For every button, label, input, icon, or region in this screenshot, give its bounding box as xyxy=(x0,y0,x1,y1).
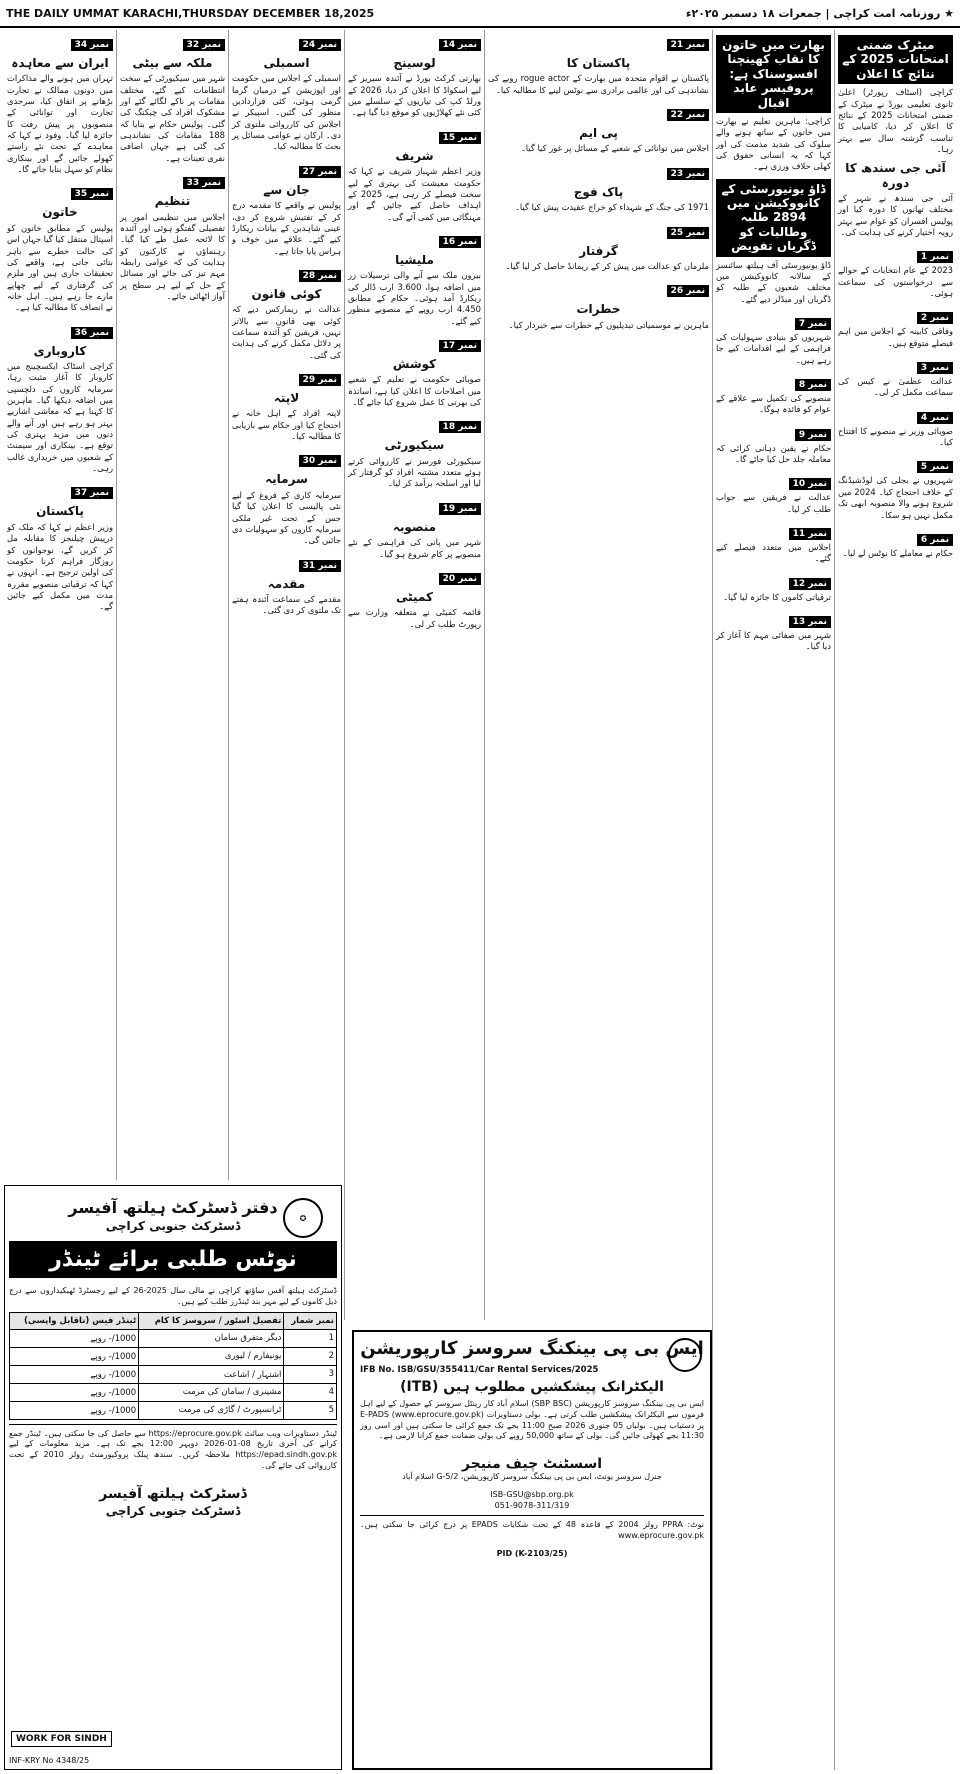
tender-terms: ٹینڈر دستاویزات ویب سائٹ https://eprocure.gov.pk سے حاصل کی جا سکتی ہیں۔ ٹینڈر جمع کرانے کی آخری تاریخ 08-01-2026 دوپہر 12:00 بجے تک ہے۔ مزید معلومات کے لیے https://epad.sindh.gov.pk ملاحظہ کریں۔ سندھ پبلک پروکیورمنٹ رولز 2010 کے تحت کارروائی کی جائے گی۔ xyxy=(9,1428,338,1470)
story-body: وزیر اعظم شہباز شریف نے کہا کہ حکومت معیشت کی بہتری کے لیے سخت فیصلے کر رہی ہے، 2025 کے اہداف حاصل کیے جائیں گے اور مہنگائی میں کمی آئے گی۔ xyxy=(348,166,481,222)
work-for-sindh-logo: WORK FOR SINDH xyxy=(11,1731,112,1747)
story xyxy=(716,521,831,565)
story xyxy=(716,372,831,416)
column-3 xyxy=(228,30,344,1180)
story-jump-label: نمبر 27 xyxy=(299,166,341,178)
tender-header-serial: نمبر شمار xyxy=(284,1312,337,1329)
story-headline: کوشش xyxy=(392,356,437,371)
story xyxy=(716,571,831,603)
column-1 xyxy=(4,30,116,1180)
table-cell: 4 xyxy=(284,1383,337,1401)
column-4 xyxy=(344,30,484,1320)
story xyxy=(348,333,481,408)
story-body: مقدمے کی سماعت آئندہ ہفتے تک ملتوی کر دی گئی۔ xyxy=(232,593,341,616)
story-body: شہریوں نے بجلی کی لوڈشیڈنگ کے خلاف احتجاج کیا۔ 2024 میں شروع ہونے والا منصوبہ ابھی تک مکمل نہیں ہو سکا۔ xyxy=(838,475,953,520)
story xyxy=(838,527,953,559)
story-headline: لاپتہ xyxy=(273,391,300,406)
story xyxy=(232,367,341,442)
sbp-email: ISB-GSU@sbp.org.pk xyxy=(490,1489,574,1499)
table-row xyxy=(10,1401,337,1419)
table-row xyxy=(10,1365,337,1383)
story-jump-label: نمبر 7 xyxy=(795,318,831,330)
sbp-phone: 051-9078-311/319 xyxy=(494,1501,570,1511)
story-jump-label: نمبر 24 xyxy=(299,39,341,51)
story-body: پاکستان نے اقوام متحدہ میں بھارت کے rogue actor رویے کی نشاندہی کی اور عالمی برادری سے نوٹس لینے کا مطالبہ کیا۔ xyxy=(488,73,710,95)
story xyxy=(716,422,831,466)
story-jump-label: نمبر 30 xyxy=(299,455,341,467)
tender-office-name: دفتر ڈسٹرکٹ ہیلتھ آفیسر xyxy=(68,1198,278,1217)
story xyxy=(348,125,481,223)
story-headline: گرفتار xyxy=(579,243,618,258)
story-body: کراچی: ماہرین تعلیم نے بھارت میں خاتون کے ساتھ ہونے والے سلوک کی شدید مذمت کی اور کہا کہ یہ انسانی حقوق کی کھلی خلاف ورزی ہے۔ xyxy=(716,115,831,172)
story-jump-label: نمبر 33 xyxy=(183,177,225,189)
story xyxy=(232,448,341,546)
masthead-english-date: THE DAILY UMMAT KARACHI,THURSDAY DECEMBER 18,2025 xyxy=(6,6,375,20)
tender-table xyxy=(9,1312,337,1420)
table-cell: 1000/- روپے xyxy=(10,1347,139,1365)
story-jump-label: نمبر 1 xyxy=(917,251,953,263)
story-body: تہران میں ہونے والے مذاکرات میں دونوں ممالک نے تجارت بڑھانے پر اتفاق کیا، سرحدی تجارت اور توانائی کے منصوبوں پر پیش رفت کا جائزہ لیا گیا۔ وفود نے کہا کہ معاہدے کے تحت نئے راستے کھولے جائیں گے اور بینکاری نظام کو سہل بنایا جائے گا۔ xyxy=(7,73,113,175)
table-cell: 1000/- روپے xyxy=(10,1365,139,1383)
story-jump-label: نمبر 3 xyxy=(917,362,953,374)
story xyxy=(232,263,341,361)
story-headline: منصوبہ xyxy=(392,519,437,534)
story-headline: جان سے xyxy=(263,182,310,197)
story-headline: آئی جی سندھ کا دورہ xyxy=(845,161,946,190)
story xyxy=(232,32,341,153)
story-headline: پی ایم xyxy=(579,126,618,141)
story xyxy=(488,102,709,155)
story-headline: خاتون xyxy=(42,205,78,220)
table-cell: 1000/- روپے xyxy=(10,1329,139,1347)
story xyxy=(838,405,953,449)
story-body: اسمبلی کے اجلاس میں حکومت اور اپوزیشن کے درمیان گرما گرمی ہوئی، کئی قراردادیں منظور کی گئیں۔ اسپیکر نے اجلاس کی کارروائی ملتوی کر دی۔ ارکان نے عوامی مسائل پر بحث کا مطالبہ کیا۔ xyxy=(232,73,341,152)
story-body: اجلاس میں متعدد فیصلے کیے گئے۔ xyxy=(716,542,831,564)
masthead-urdu-date: ★ روزنامہ امت کراچی | جمعرات ۱۸ دسمبر ۲۰۲۵ء xyxy=(685,6,954,20)
story xyxy=(120,170,225,302)
sbp-title: ایس بی پی بینکنگ سروسز کارپوریشن xyxy=(360,1338,704,1359)
story-body: شہر میں صفائی مہم کا آغاز کر دیا گیا۔ xyxy=(716,630,831,652)
tender-title: نوٹس طلبی برائے ٹینڈر xyxy=(9,1241,337,1278)
story-jump-label: نمبر 37 xyxy=(71,487,113,499)
story-body: وفاقی کابینہ کے اجلاس میں اہم فیصلے متوقع ہیں۔ xyxy=(838,326,953,348)
story-headline: پاکستان xyxy=(36,504,84,519)
story-jump-label: نمبر 2 xyxy=(917,312,953,324)
story-jump-label: نمبر 6 xyxy=(917,534,953,546)
story-jump-label: نمبر 10 xyxy=(789,478,831,490)
story xyxy=(232,159,341,257)
sbp-bsc-tender-ad xyxy=(352,1330,712,1770)
tender-signature-title: ڈسٹرکٹ ہیلتھ آفیسر xyxy=(99,1485,247,1502)
story-body: عدالت عظمیٰ نے کیس کی سماعت مکمل کر لی۔ xyxy=(838,376,953,398)
story xyxy=(838,305,953,349)
story-jump-label: نمبر 5 xyxy=(917,461,953,473)
table-cell: دیگر متفرق سامان xyxy=(139,1329,284,1347)
story-headline: تنظیم xyxy=(154,194,191,209)
tender-inf-number: INF-KRY No 4348/25 xyxy=(9,1756,90,1765)
story-body: عدالت نے ریمارکس دیے کہ کوئی بھی قانون سے بالاتر نہیں، فریقین کو آئندہ سماعت پر دلائل مکمل کرنے کی ہدایت کی گئی۔ xyxy=(232,304,341,360)
story-body: شہر میں پانی کی فراہمی کے نئے منصوبے پر کام شروع ہو گیا۔ xyxy=(348,537,481,559)
story xyxy=(838,355,953,399)
story-body: ڈاؤ یونیورسٹی آف ہیلتھ سائنسز کے سالانہ کانووکیشن میں مختلف شعبوں کے طلبہ کو ڈگریاں اور میڈلز دیے گئے۔ xyxy=(716,259,831,304)
story xyxy=(7,320,113,475)
story-jump-label: نمبر 14 xyxy=(439,39,481,51)
story-jump-label: نمبر 34 xyxy=(71,39,113,51)
sbp-body: ایس بی پی بینکنگ سروسز کارپوریشن (SBP BSC) اسلام آباد کار رینٹل سروسز کے حصول کے لیے اہل فرموں سے الیکٹرانک پیشکشیں طلب کرتی ہے۔ بولی دستاویزات E-PADS (www.eprocure.gov.pk) پر دستیاب ہیں۔ بولیاں 05 جنوری 2026 صبح 11:00 بجے تک جمع کرائی جا سکتی ہیں اور اسی روز 11:30 بجے کھولی جائیں گی۔ بولی کے ساتھ 50,000 روپے کی بولی ضمانت جمع کرانا لازمی ہے۔ xyxy=(360,1399,704,1441)
table-row xyxy=(10,1347,337,1365)
story-body: پولیس کے مطابق خاتون کو اسپتال منتقل کیا گیا جہاں اس کی حالت خطرے سے باہر بتائی جاتی ہے، واقعے کی تحقیقات جاری ہیں اور ملزم کی گرفتاری کے لیے چھاپے مارے جا رہے ہیں۔ اہل خانہ نے انصاف کا مطالبہ کیا ہے۔ xyxy=(7,222,113,313)
story xyxy=(348,414,481,489)
story xyxy=(488,278,709,331)
tender-header-description: تفصیل اسٹور / سروسز کا کام xyxy=(139,1312,284,1329)
story xyxy=(838,454,953,520)
story-jump-label: نمبر 13 xyxy=(789,616,831,628)
story-headline: بھارت میں خاتون کا نقاب کھینچنا افسوسناک ہے: پروفیسر عابد اقبال xyxy=(716,35,831,113)
story-body: بھارتی کرکٹ بورڈ نے آئندہ سیریز کے لیے اسکواڈ کا اعلان کر دیا، 2026 کے ورلڈ کپ کی تیاریوں کے سلسلے میں کئی نئے کھلاڑیوں کو موقع دیا گیا ہے۔ xyxy=(348,73,482,118)
story-body: ترقیاتی کاموں کا جائزہ لیا گیا۔ xyxy=(723,591,831,602)
table-cell: 1000/- روپے xyxy=(10,1401,139,1419)
story-jump-label: نمبر 17 xyxy=(439,340,481,352)
tender-header-fee: ٹینڈر فیس (ناقابل واپسی) xyxy=(10,1312,139,1329)
story-body: آئی جی سندھ نے شہر کے مختلف تھانوں کا دورہ کیا اور پولیس افسران کو عوام سے بہتر رویہ اختیار کرنے کی ہدایت کی۔ xyxy=(838,193,953,238)
story-headline: ملیشیا xyxy=(395,252,434,267)
story-headline: ایران سے معاہدہ xyxy=(11,56,109,70)
table-cell: اشتہار / اشاعت xyxy=(139,1365,284,1383)
table-cell: 1000/- روپے xyxy=(10,1383,139,1401)
story-body: کراچی اسٹاک ایکسچینج میں کاروبار کا آغاز مثبت رہا، سرمایہ کاروں کی دلچسپی میں اضافہ دیکھا گیا۔ ماہرین کا کہنا ہے کہ معاشی اشاریے بہتر ہو رہے ہیں اور آنے والے دنوں میں مزید بہتری کی توقع ہے۔ بینکاری اور سیمنٹ کے شعبوں میں خریداری غالب رہی۔ xyxy=(7,361,113,474)
story-jump-label: نمبر 4 xyxy=(917,412,953,424)
story-jump-label: نمبر 21 xyxy=(667,39,709,51)
story-headline: شریف xyxy=(395,148,434,163)
story-headline: میٹرک ضمنی امتحانات 2025 کے نتائج کا اعلان xyxy=(838,35,953,84)
story-jump-label: نمبر 36 xyxy=(71,327,113,339)
story-jump-label: نمبر 19 xyxy=(439,503,481,515)
story-body: سرمایہ کاری کے فروغ کے لیے نئی پالیسی کا اعلان کیا گیا جس کے تحت غیر ملکی سرمایہ کاروں کو سہولیات دی جائیں گی۔ xyxy=(232,489,341,546)
story-body: پولیس نے واقعے کا مقدمہ درج کر کے تفتیش شروع کر دی، عینی شاہدین کے بیانات ریکارڈ کیے گئے۔ علاقے میں خوف و ہراس پایا جاتا ہے۔ xyxy=(232,200,341,256)
story xyxy=(120,32,225,164)
sbp-ifb-number: IFB No. ISB/GSU/355411/Car Rental Services/2025 xyxy=(360,1365,599,1375)
tender-office-district: ڈسٹرکٹ جنوبی کراچی xyxy=(105,1219,241,1233)
sbp-address: جنرل سروسز یونٹ، ایس بی پی بینکنگ سروسز کارپوریشن، G-5/2 اسلام آباد xyxy=(402,1472,662,1482)
story-headline: مقدمہ xyxy=(267,576,306,591)
story xyxy=(838,161,953,238)
story xyxy=(7,181,113,313)
sbp-note: نوٹ: PPRA رولز 2004 کے قاعدہ 48 کے تحت شکایات EPADS پر درج کرائی جا سکتی ہیں۔ www.eprocure.gov.pk xyxy=(360,1520,704,1541)
story-body: قائمہ کمیٹی نے متعلقہ وزارت سے رپورٹ طلب کر لی۔ xyxy=(348,607,481,629)
story-body: شہر میں سیکیورٹی کے سخت انتظامات کیے گئے، مختلف مقامات پر ناکے لگائے گئے اور مشکوک افراد کی چیکنگ کی گئی۔ پولیس حکام نے بتایا کہ 188 مقامات کی نشاندہی کی گئی ہے جہاں اضافی نفری تعینات ہے۔ xyxy=(120,73,225,163)
story xyxy=(488,220,709,273)
sbp-itb-heading: الیکٹرانک پیشکشیں مطلوب ہیں (ITB) xyxy=(400,1379,664,1395)
story xyxy=(348,496,481,560)
story-body: بیرون ملک سے آنے والی ترسیلات زر میں اضافہ ہوا، 3.600 ارب ڈالر کی ریکارڈ آمد ہوئی۔ حکام کے مطابق 4.450 ارب روپے کے منصوبے منظور کیے گئے۔ xyxy=(348,270,481,326)
story-headline: پاک فوج xyxy=(573,184,624,199)
story-headline: سرمایہ xyxy=(265,472,308,487)
story-jump-label: نمبر 15 xyxy=(439,132,481,144)
newspaper-page xyxy=(4,30,956,1770)
story-headline: اسمبلی xyxy=(263,56,310,70)
column-5 xyxy=(484,30,712,1320)
story-body: لاپتہ افراد کے اہل خانہ نے احتجاج کیا اور حکام سے بازیابی کا مطالبہ کیا۔ xyxy=(232,408,341,442)
story xyxy=(348,32,481,119)
story-body: ماہرین نے موسمیاتی تبدیلیوں کے خطرات سے خبردار کیا۔ xyxy=(508,319,709,330)
story-body: کراچی (اسٹاف رپورٹر) اعلیٰ ثانوی تعلیمی بورڈ نے میٹرک کے ضمنی امتحانات 2025 کے نتائج کا اعلان کر دیا، کامیابی کا تناسب گزشتہ سال سے بہتر رہا۔ xyxy=(838,87,953,154)
story xyxy=(838,244,953,299)
story-body: صوبائی حکومت نے تعلیم کے شعبے میں اصلاحات کا اعلان کیا ہے، اساتذہ کی بھرتی کا عمل شروع کیا جائے گا۔ xyxy=(348,374,481,408)
table-row xyxy=(10,1383,337,1401)
story xyxy=(716,609,831,653)
story-body: ملزمان کو عدالت میں پیش کر کے ریمانڈ حاصل کر لیا گیا۔ xyxy=(505,260,709,271)
story-body: اجلاس میں تنظیمی امور پر تفصیلی گفتگو ہوئی اور آئندہ کا لائحہ عمل طے کیا گیا۔ رہنماؤں نے کارکنوں کو ہدایت کی کہ عوامی رابطہ مہم تیز کی جائے اور مسائل کے حل کے لیے ہر سطح پر آواز اٹھائی جائے۔ xyxy=(120,211,225,301)
story-body: 1971 کی جنگ کے شہداء کو خراج عقیدت پیش کیا گیا۔ xyxy=(514,202,709,213)
story-headline: لوسینج xyxy=(393,56,436,70)
table-cell: 5 xyxy=(284,1401,337,1419)
story-jump-label: نمبر 18 xyxy=(439,421,481,433)
sbp-signatory: اسسٹنٹ چیف منیجر xyxy=(461,1456,603,1473)
sbp-pid: PID (K-2103/25) xyxy=(496,1548,568,1558)
story xyxy=(716,311,831,366)
story-jump-label: نمبر 32 xyxy=(183,39,225,51)
story xyxy=(488,32,709,96)
tender-signature-district: ڈسٹرکٹ جنوبی کراچی xyxy=(105,1503,241,1518)
sindh-government-seal-icon: ✪ xyxy=(283,1198,323,1238)
story-jump-label: نمبر 20 xyxy=(439,573,481,585)
story xyxy=(348,566,481,630)
story xyxy=(348,229,481,327)
story xyxy=(838,35,953,155)
story xyxy=(232,553,341,617)
story-jump-label: نمبر 16 xyxy=(439,236,481,248)
story-body: منصوبے کی تکمیل سے علاقے کے عوام کو فائدہ ہوگا۔ xyxy=(716,393,831,415)
story-headline: ڈاؤ یونیورسٹی کے کانووکیشن میں 2894 طلبہ وطالبات کو ڈگریاں تفویض xyxy=(716,179,831,257)
story-headline: خطرات xyxy=(576,302,621,317)
story-body: حکام نے یقین دہانی کرائی کہ معاملہ جلد حل کیا جائے گا۔ xyxy=(716,442,831,465)
column-6 xyxy=(712,30,834,1770)
table-row xyxy=(10,1329,337,1347)
story-jump-label: نمبر 26 xyxy=(667,285,709,297)
story-headline: سیکیورٹی xyxy=(384,438,445,453)
story-body: حکام نے معاملے کا نوٹس لے لیا۔ xyxy=(842,547,953,558)
story-body: 2023 کے عام انتخابات کے حوالے سے درخواستوں کی سماعت ہوئی۔ xyxy=(838,265,953,299)
story xyxy=(716,179,831,305)
story-jump-label: نمبر 11 xyxy=(789,528,831,540)
story-body: عدالت نے فریقین سے جواب طلب کر لیا۔ xyxy=(716,492,831,514)
sbp-logo-icon xyxy=(668,1338,702,1372)
story-jump-label: نمبر 23 xyxy=(667,168,709,180)
story xyxy=(488,161,709,214)
story-headline: کوئی قانون xyxy=(251,286,322,301)
story-jump-label: نمبر 25 xyxy=(667,227,709,239)
story-jump-label: نمبر 12 xyxy=(789,578,831,590)
tender-notice-ad xyxy=(4,1185,342,1770)
story-jump-label: نمبر 22 xyxy=(667,109,709,121)
story-headline: کمیٹی xyxy=(396,589,433,604)
story-jump-label: نمبر 35 xyxy=(71,188,113,200)
story-body: صوبائی وزیر نے منصوبے کا افتتاح کیا۔ xyxy=(838,425,953,448)
story-jump-label: نمبر 9 xyxy=(795,429,831,441)
table-cell: مشینری / سامان کی مرمت xyxy=(139,1383,284,1401)
table-cell: 1 xyxy=(284,1329,337,1347)
table-cell: 3 xyxy=(284,1365,337,1383)
story-headline: ملکہ سے بیٹی xyxy=(132,56,213,70)
story xyxy=(7,32,113,175)
story-jump-label: نمبر 28 xyxy=(299,270,341,282)
story xyxy=(716,471,831,515)
table-cell: 2 xyxy=(284,1347,337,1365)
masthead xyxy=(0,0,960,28)
story-jump-label: نمبر 29 xyxy=(299,374,341,386)
column-2 xyxy=(116,30,228,1180)
story-body: سیکیورٹی فورسز نے کارروائی کرتے ہوئے متعدد مشتبہ افراد کو گرفتار کر لیا اور اسلحہ برآمد کر لیا۔ xyxy=(348,455,481,489)
story-jump-label: نمبر 8 xyxy=(795,379,831,391)
story-jump-label: نمبر 31 xyxy=(299,560,341,572)
story-headline: کاروباری xyxy=(33,343,87,358)
story-body: اجلاس میں توانائی کے شعبے کے مسائل پر غور کیا گیا۔ xyxy=(520,143,709,154)
story-body: وزیر اعظم نے کہا کہ ملک کو درپیش چیلنجز کا مقابلہ مل کر کریں گے، نوجوانوں کو روزگار فراہم کرنا حکومت کی اولین ترجیح ہے۔ انہوں نے کہا کہ ترقیاتی منصوبے مقررہ مدت میں مکمل کیے جائیں گے۔ xyxy=(7,521,113,612)
column-7 xyxy=(834,30,956,1770)
story xyxy=(716,35,831,173)
story xyxy=(7,480,113,612)
tender-intro: ڈسٹرکٹ ہیلتھ آفس ساؤتھ کراچی نے مالی سال 2025-26 کے لیے رجسٹرڈ ٹھیکیداروں سے درج ذیل کاموں کے لیے مہر بند ٹینڈرز طلب کیے ہیں۔ xyxy=(9,1286,337,1306)
story-body: شہریوں کو بنیادی سہولیات کی فراہمی کے لیے اقدامات کیے جا رہے ہیں۔ xyxy=(716,332,831,365)
table-cell: ٹرانسپورٹ / گاڑی کی مرمت xyxy=(139,1401,284,1419)
story-headline: پاکستان کا xyxy=(566,56,631,70)
table-cell: یونیفارم / لیوری xyxy=(139,1347,284,1365)
